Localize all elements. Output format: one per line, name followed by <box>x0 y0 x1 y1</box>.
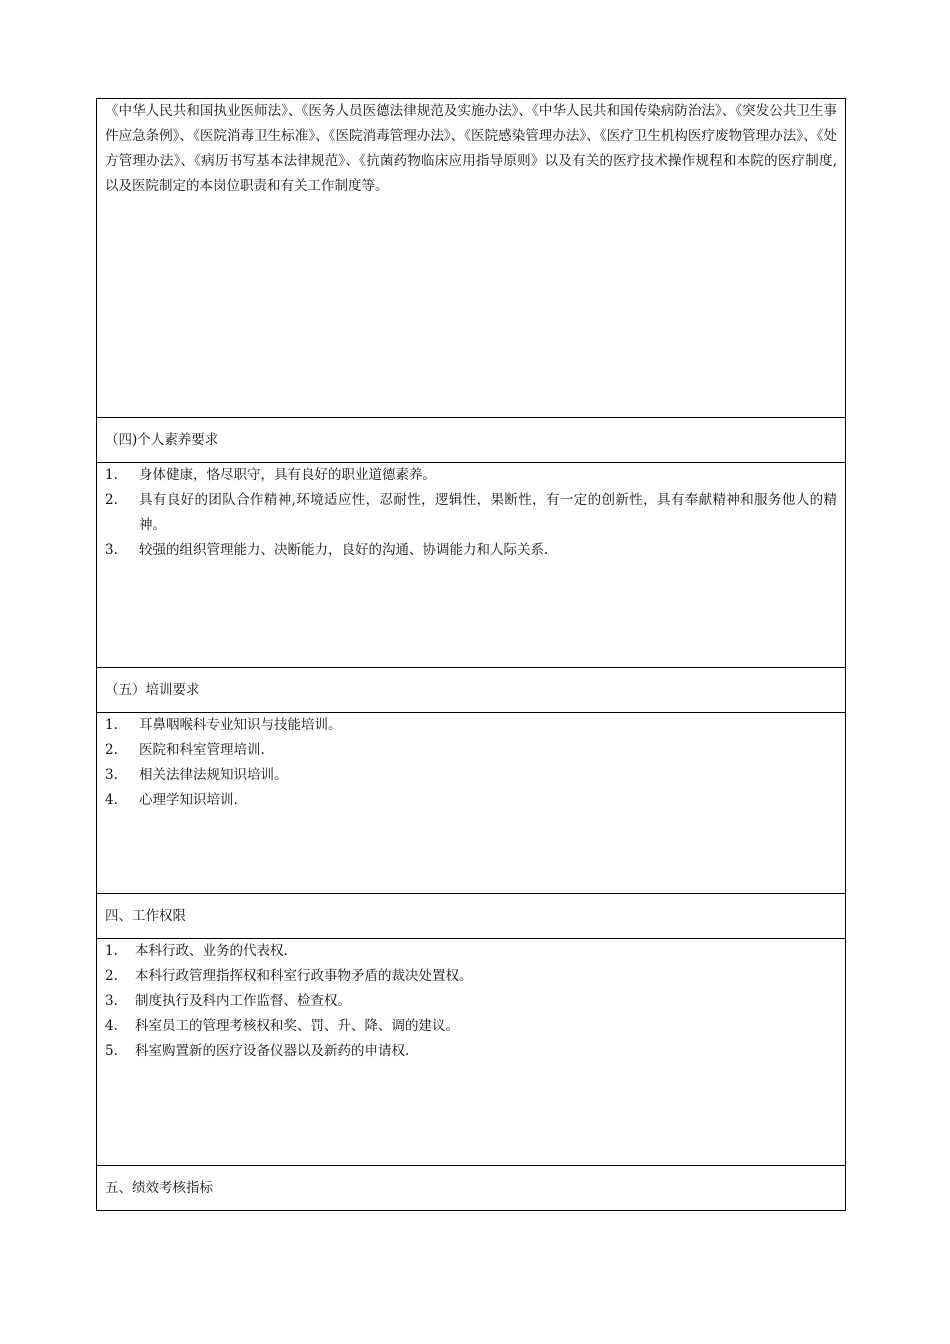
document-table <box>96 98 846 1211</box>
performance-indicators-title: 五、绩效考核指标 <box>105 1179 213 1196</box>
item-number: 3. <box>105 767 118 783</box>
list-item <box>105 488 837 538</box>
item-number: 1. <box>105 467 118 483</box>
item-text: 具有良好的团队合作精神,环境适应性，忍耐性，逻辑性，果断性，有一定的创新性，具有奉献精神和服务他人的精神。 <box>139 492 837 533</box>
personal-requirements-heading <box>97 417 845 462</box>
item-text: 耳鼻咽喉科专业知识与技能培训。 <box>139 717 342 733</box>
work-authority-title: 四、工作权限 <box>105 907 186 924</box>
list-item <box>105 788 837 813</box>
work-authority-heading <box>97 893 845 938</box>
list-item <box>105 463 837 488</box>
item-number: 2. <box>105 968 118 984</box>
item-text: 相关法律法规知识培训。 <box>139 767 288 783</box>
item-text: 身体健康，恪尽职守，具有良好的职业道德素养。 <box>139 467 436 483</box>
item-number: 1. <box>105 717 118 733</box>
list-item <box>105 738 837 763</box>
item-number: 4. <box>105 792 118 808</box>
item-text: 科室员工的管理考核权和奖、罚、升、降、调的建议。 <box>135 1018 459 1034</box>
item-number: 1. <box>105 943 118 959</box>
list-item <box>105 763 837 788</box>
list-item <box>105 1014 837 1039</box>
item-text: 医院和科室管理培训. <box>139 742 265 758</box>
item-text: 科室购置新的医疗设备仪器以及新药的申请权. <box>135 1043 410 1059</box>
item-number: 3. <box>105 993 118 1009</box>
laws-cell <box>97 99 845 417</box>
training-requirements-list <box>97 712 845 893</box>
training-requirements-title: （五）培训要求 <box>105 681 200 698</box>
training-requirements-heading <box>97 667 845 712</box>
item-number: 2. <box>105 492 118 508</box>
item-text: 本科行政、业务的代表权. <box>135 943 288 959</box>
personal-requirements-list <box>97 462 845 667</box>
item-number: 3. <box>105 542 118 558</box>
list-item <box>105 713 837 738</box>
list-item <box>105 989 837 1014</box>
list-item <box>105 538 837 563</box>
laws-text: 《中华人民共和国执业医师法》、《医务人员医德法律规范及实施办法》、《中华人民共和国传染病防治法》、《突发公共卫生事件应急条例》、《医院消毒卫生标准》、《医院消毒管理办法》、《医院感染管理办法》、《医疗卫生机构医疗废物管理办法》、《处方管理办法》、《病历书写基本法律规范》、《抗菌药物临床应用指导原则》以及有关的医疗技术操作规程和本院的医疗制度,以及医院制定的本岗位职责和有关工作制度等。 <box>105 103 837 194</box>
item-number: 2. <box>105 742 118 758</box>
item-text: 心理学知识培训. <box>139 792 238 808</box>
item-text: 较强的组织管理能力、决断能力，良好的沟通、协调能力和人际关系. <box>139 542 549 558</box>
list-item <box>105 939 837 964</box>
list-item <box>105 964 837 989</box>
item-text: 制度执行及科内工作监督、检查权。 <box>135 993 351 1009</box>
list-item <box>105 1039 837 1064</box>
work-authority-list <box>97 938 845 1165</box>
personal-requirements-title: （四)个人素养要求 <box>105 431 219 448</box>
item-text: 本科行政管理指挥权和科室行政事物矛盾的裁决处置权。 <box>135 968 473 984</box>
item-number: 5. <box>105 1043 118 1059</box>
item-number: 4. <box>105 1018 118 1034</box>
performance-indicators-heading <box>97 1165 845 1210</box>
